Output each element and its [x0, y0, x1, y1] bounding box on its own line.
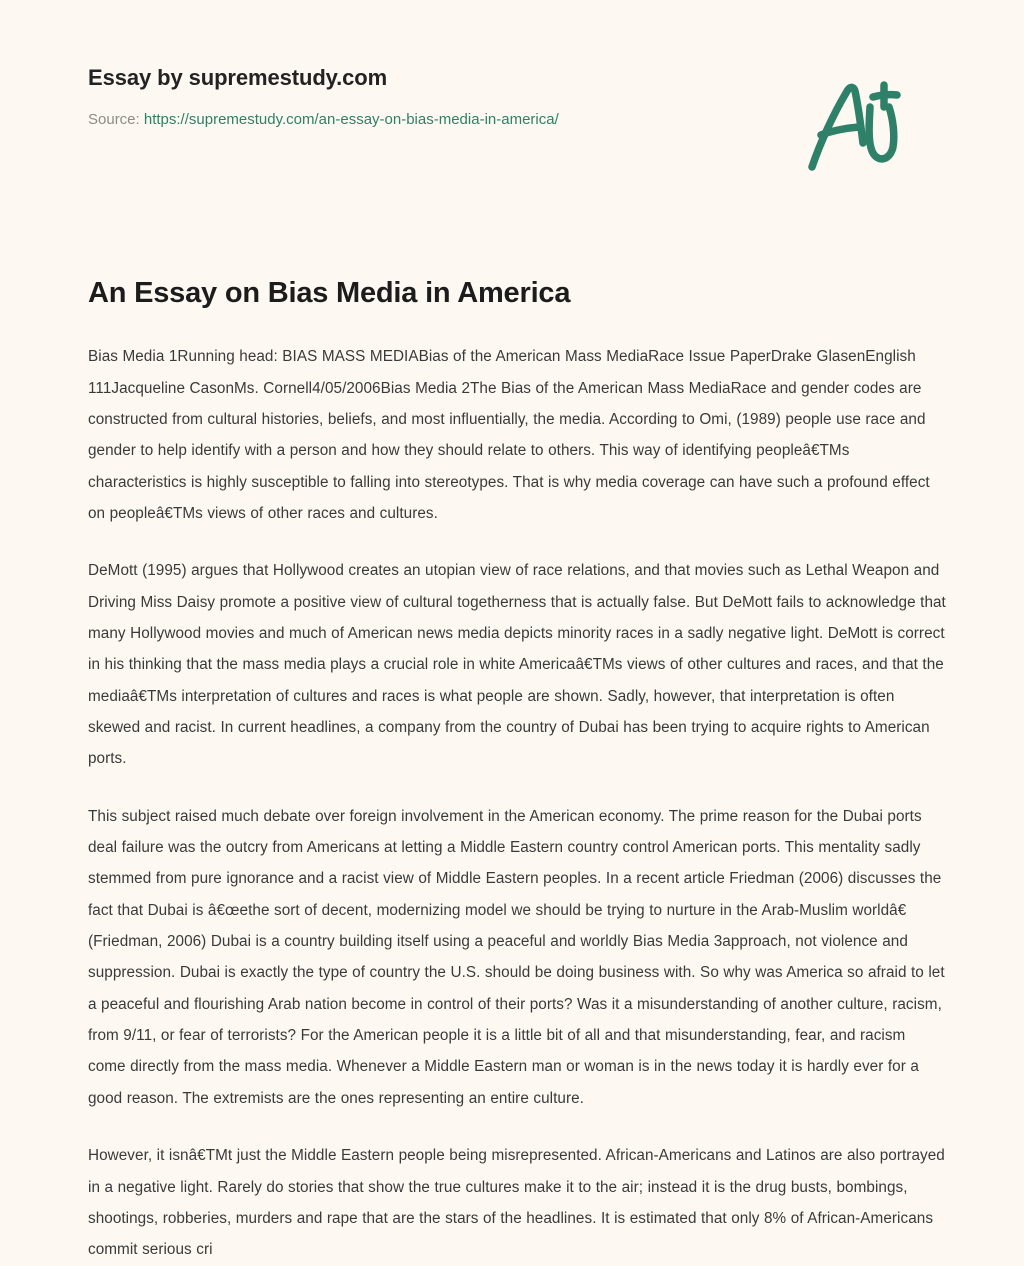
article-paragraph: However, it isnâ€TMt just the Middle Eastern people being misrepresented. African-Americans and Latinos are also portrayed in a negative light. Rarely do stories that show the true cultures make it to the air; instead it is the drug busts, bombings, shootings, robberies, murders and rape that are the stars of the headlines. It is estimated that only 8% of African-Americans commit serious cri [88, 1147, 945, 1259]
source-prefix-label: Source: [88, 110, 144, 128]
article-container [0, 275, 1024, 1266]
source-line [88, 110, 559, 130]
source-url-link[interactable]: https://supremestudy.com/an-essay-on-bias-media-in-america/ [143, 110, 559, 128]
header-left-group [88, 62, 559, 129]
article-body [88, 341, 946, 1265]
site-header [0, 0, 1024, 180]
article-paragraph: DeMott (1995) argues that Hollywood creates an utopian view of race relations, and that movies such as Lethal Weapon and Driving Miss Daisy promote a positive view of cultural togetherness that is actually false. But DeMott fails to acknowledge that many Hollywood movies and much of American news media depicts minority races in a sadly negative light. DeMott is correct in his thinking that the mass media plays a crucial role in white Americaâ€TMs views of other cultures and races, and that the mediaâ€TMs interpretation of cultures and races is what people are shown. Sadly, however, that interpretation is often skewed and racist. In current headlines, a company from the country of Dubai has been trying to acquire rights to American ports. [88, 562, 946, 768]
article-paragraph: Bias Media 1Running head: BIAS MASS MEDIABias of the American Mass MediaRace Issue PaperDrake GlasenEnglish 111Jacqueline CasonMs. Cornell4/05/2006Bias Media 2The Bias of the American Mass MediaRace and gender codes are constructed from cultural histories, beliefs, and most influentially, the media. According to Omi, (1989) people use race and gender to help identify with a person and how they should relate to others. This way of identifying peopleâ€TMs characteristics is highly susceptible to falling into stereotypes. That is why media coverage can have such a profound effect on peopleâ€TMs views of other races and cultures. [88, 348, 930, 522]
a-plus-logo-icon [794, 70, 914, 180]
brand-label: Essay by supremestudy.com [88, 65, 388, 90]
page-title: An Essay on Bias Media in America [88, 277, 571, 309]
article-paragraph: This subject raised much debate over foreign involvement in the American economy. The prime reason for the Dubai ports deal failure was the outcry from Americans at letting a Middle Eastern country control American ports. This mentality sadly stemmed from pure ignorance and a racist view of Middle Eastern peoples. In a recent article Friedman (2006) discusses the fact that Dubai is â€œethe sort of decent, modernizing model we should be trying to nurture in the Arab-Muslim worldâ€ (Friedman, 2006) Dubai is a country building itself using a peaceful and worldly Bias Media 3approach, not violence and suppression. Dubai is exactly the type of country the U.S. should be doing business with. So why was America so afraid to let a peaceful and flourishing Arab nation become in control of their ports? Was it a misunderstanding of another culture, racism, from 9/11, or fear of terrorists? For the American people it is a little bit of all and that misunderstanding, fear, and racism come directly from the mass media. Whenever a Middle Eastern man or woman is in the news today it is hardly ever for a good reason. The extremists are the ones representing an entire culture. [88, 807, 945, 1107]
